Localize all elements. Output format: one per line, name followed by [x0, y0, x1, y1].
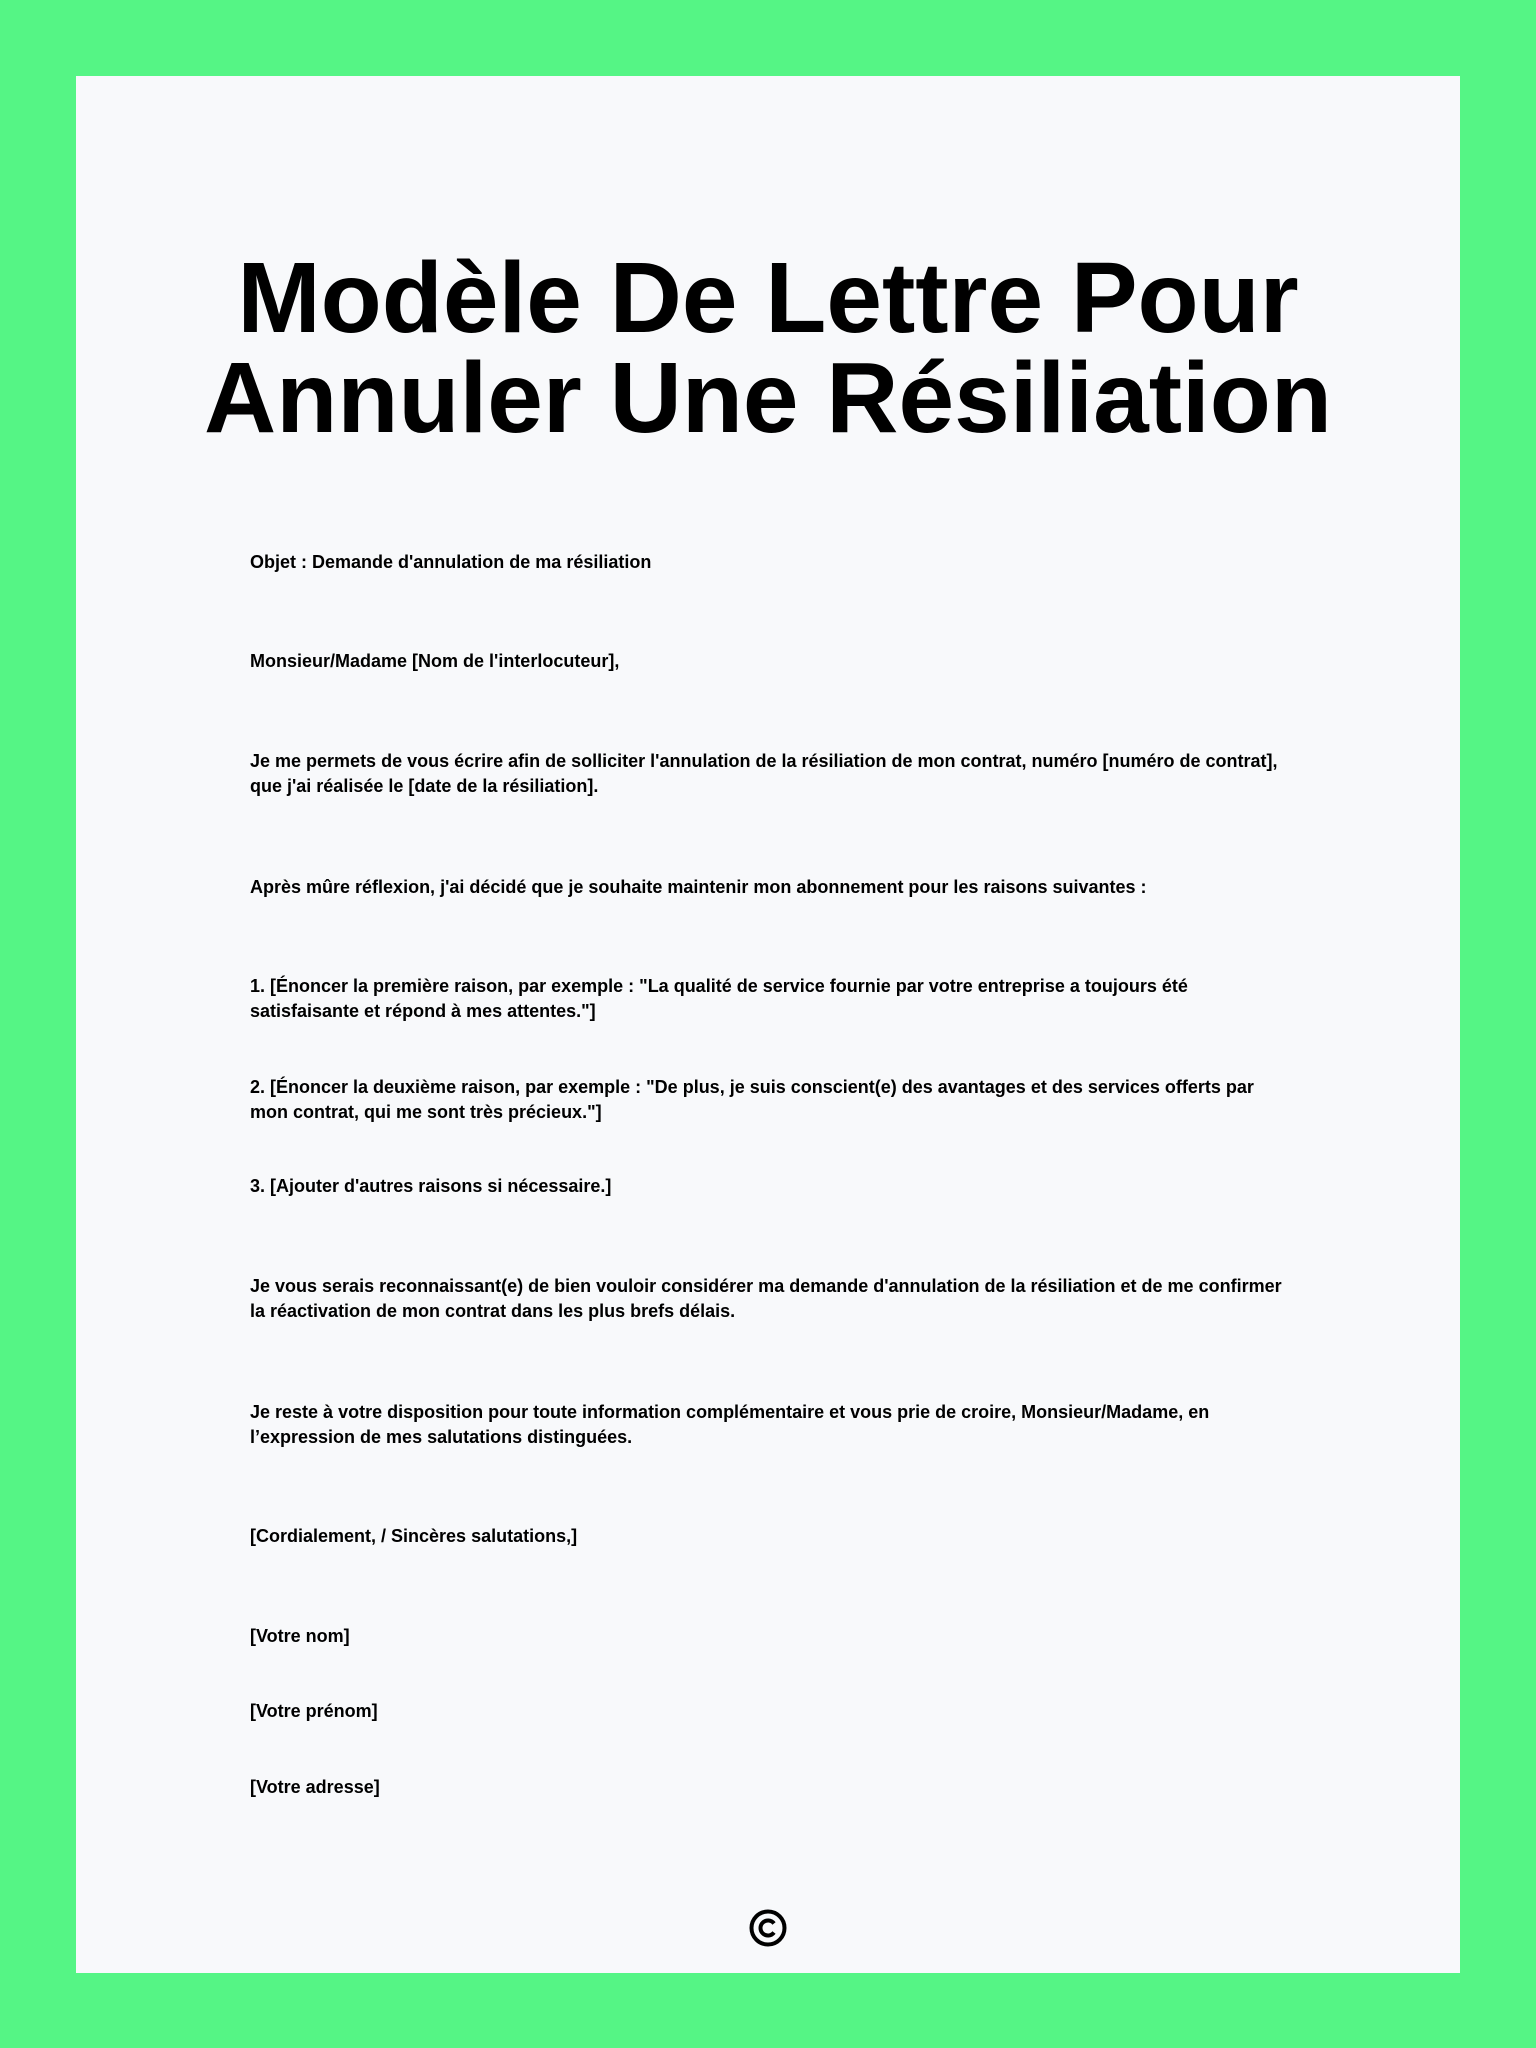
reason-item: 2. [Énoncer la deuxième raison, par exemple : "De plus, je suis conscient(e) des avantages et des services offerts par mon contrat, qui me sont très précieux."]: [250, 1077, 1254, 1122]
copyright-icon: [749, 1909, 787, 1947]
sender-first-name: [Votre prénom]: [250, 1701, 378, 1721]
sender-address: [Votre adresse]: [250, 1777, 380, 1797]
letter-signoff: [Cordialement, / Sincères salutations,]: [250, 1526, 578, 1546]
sender-name: [Votre nom]: [250, 1626, 350, 1646]
title-line-2: Annuler Une Résiliation: [204, 342, 1332, 454]
letter-closing: Je reste à votre disposition pour toute information complémentaire et vous prie de croire, Monsieur/Madame, en l’expression de mes salutations distinguées.: [250, 1402, 1210, 1447]
letter-request: Je vous serais reconnaissant(e) de bien vouloir considérer ma demande d'annulation de la résiliation et de me confirmer la réactivation de mon contrat dans les plus brefs délais.: [250, 1276, 1282, 1321]
letter-intro: Je me permets de vous écrire afin de solliciter l'annulation de la résiliation de mon contrat, numéro [numéro de contrat], que j'ai réalisée le [date de la résiliation].: [250, 751, 1278, 796]
reason-item: 3. [Ajouter d'autres raisons si nécessaire.]: [250, 1176, 612, 1196]
letter-subject: Objet : Demande d'annulation de ma résiliation: [250, 552, 652, 572]
reason-item: 1. [Énoncer la première raison, par exemple : "La qualité de service fournie par votre entreprise a toujours été satisfaisante et répond à mes attentes."]: [250, 976, 1188, 1021]
page-title: [0, 242, 1536, 454]
letter-greeting: Monsieur/Madame [Nom de l'interlocuteur],: [250, 651, 620, 671]
title-line-1: Modèle De Lettre Pour: [237, 242, 1299, 354]
letter-reasons-intro: Après mûre réflexion, j'ai décidé que je souhaite maintenir mon abonnement pour les raisons suivantes :: [250, 877, 1147, 897]
